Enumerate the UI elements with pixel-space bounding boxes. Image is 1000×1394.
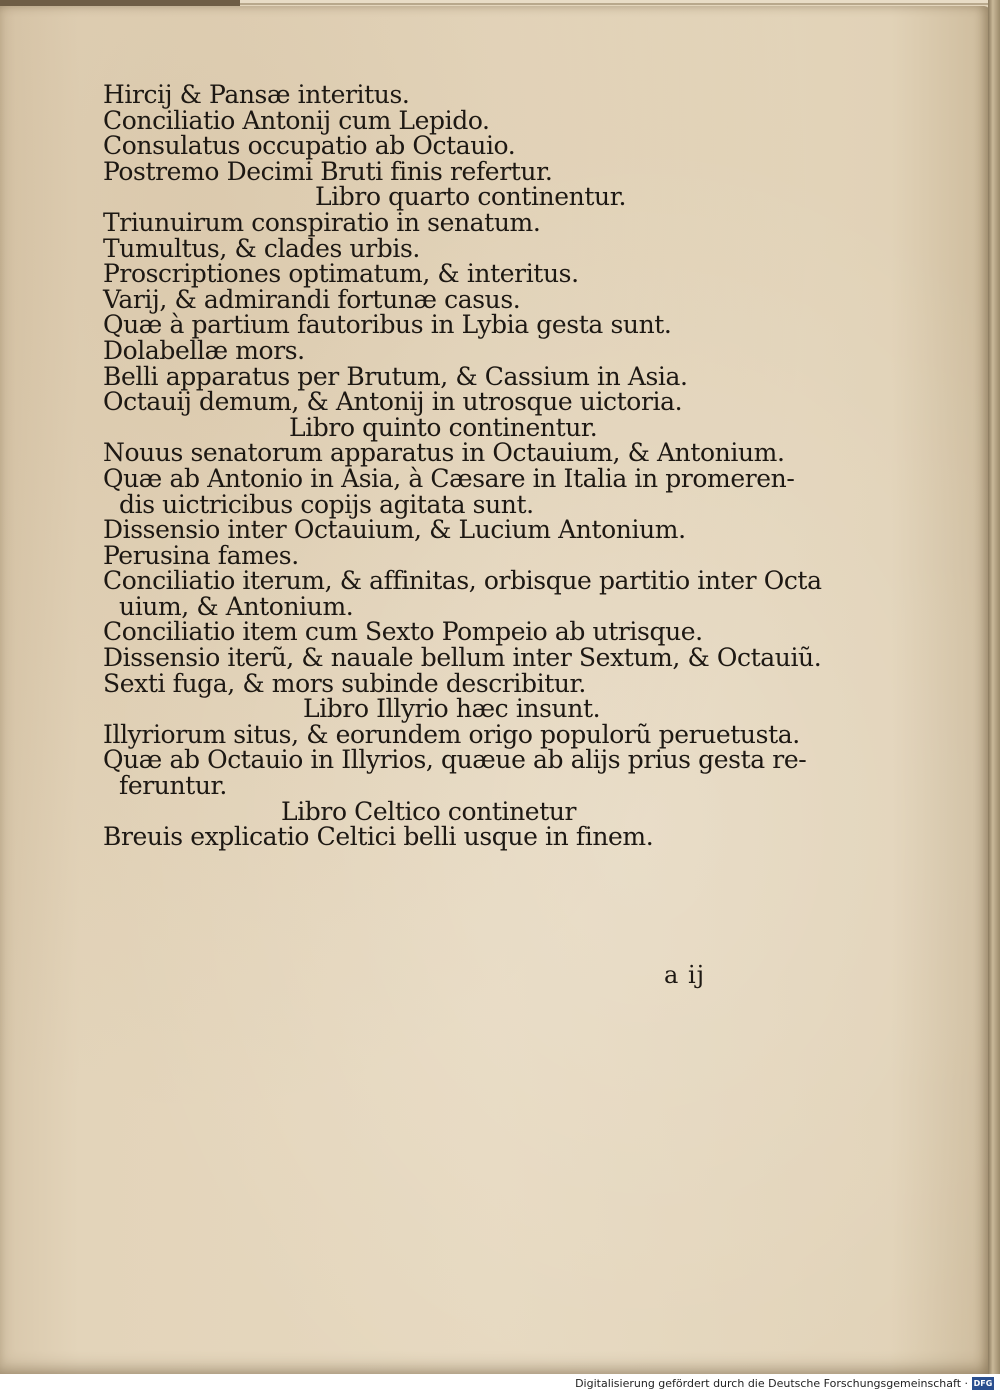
text-line: Dissensio inter Octauium, & Lucium Antonium. [103,515,686,545]
text-line: Quæ ab Octauio in Illyrios, quæue ab alijs prius gesta re- [103,745,807,775]
text-line: feruntur. [119,771,227,801]
text-line: Sexti fuga, & mors subinde describitur. [103,668,586,698]
text-line: Belli apparatus per Brutum, & Cassium in Asia. [103,361,688,391]
text-line: Conciliatio Antonij cum Lepido. [103,105,490,135]
text-line: Libro Illyrio hæc insunt. [303,694,601,724]
book-page [0,6,990,1374]
text-line: Varij, & admirandi fortunæ casus. [103,284,521,314]
text-line: Quæ à partium fautoribus in Lybia gesta sunt. [103,310,672,340]
text-line: Dissensio iterũ, & nauale bellum inter Sextum, & Octauiũ. [103,643,822,673]
dfg-logo-icon[interactable]: DFG [973,1379,993,1388]
text-line: Quæ ab Antonio in Asia, à Cæsare in Italia in promeren- [103,463,795,493]
text-line: Postremo Decimi Bruti finis refertur. [103,156,553,186]
text-line: Libro quarto continentur. [315,182,627,212]
text-line: Consulatus occupatio ab Octauio. [103,131,516,161]
text-line: Conciliatio item cum Sexto Pompeio ab utrisque. [103,617,703,647]
text-line: Tumultus, & clades urbis. [103,233,420,263]
footer-credit: Digitalisierung gefördert durch die Deutsche Forschungsgemeinschaft · [575,1377,968,1390]
text-line: Octauij demum, & Antonij in utrosque uictoria. [103,387,683,417]
page-right-edge [988,0,1000,1378]
text-line: Breuis explicatio Celtici belli usque in finem. [103,822,654,852]
text-line: dis uictricibus copijs agitata sunt. [119,489,534,519]
text-line: Libro Celtico continetur [281,796,577,826]
text-line: Illyriorum situs, & eorundem origo populorũ peruetusta. [103,719,800,749]
text-line: uium, & Antonium. [119,591,354,621]
page-text [103,80,822,852]
text-line: Conciliatio iterum, & affinitas, orbisque partitio inter Octa [103,566,822,596]
text-line: Libro quinto continentur. [289,412,598,442]
text-line: Proscriptiones optimatum, & interitus. [103,259,579,289]
text-line: Triunuirum conspiratio in senatum. [103,207,541,237]
text-line: Dolabellæ mors. [103,335,305,365]
text-line: Perusina fames. [103,540,299,570]
text-line: Nouus senatorum apparatus in Octauium, & Antonium. [103,438,785,468]
text-line: Hircij & Pansæ interitus. [103,80,410,109]
signature-mark: a ij [664,961,706,989]
footer-bar [0,1374,1000,1394]
